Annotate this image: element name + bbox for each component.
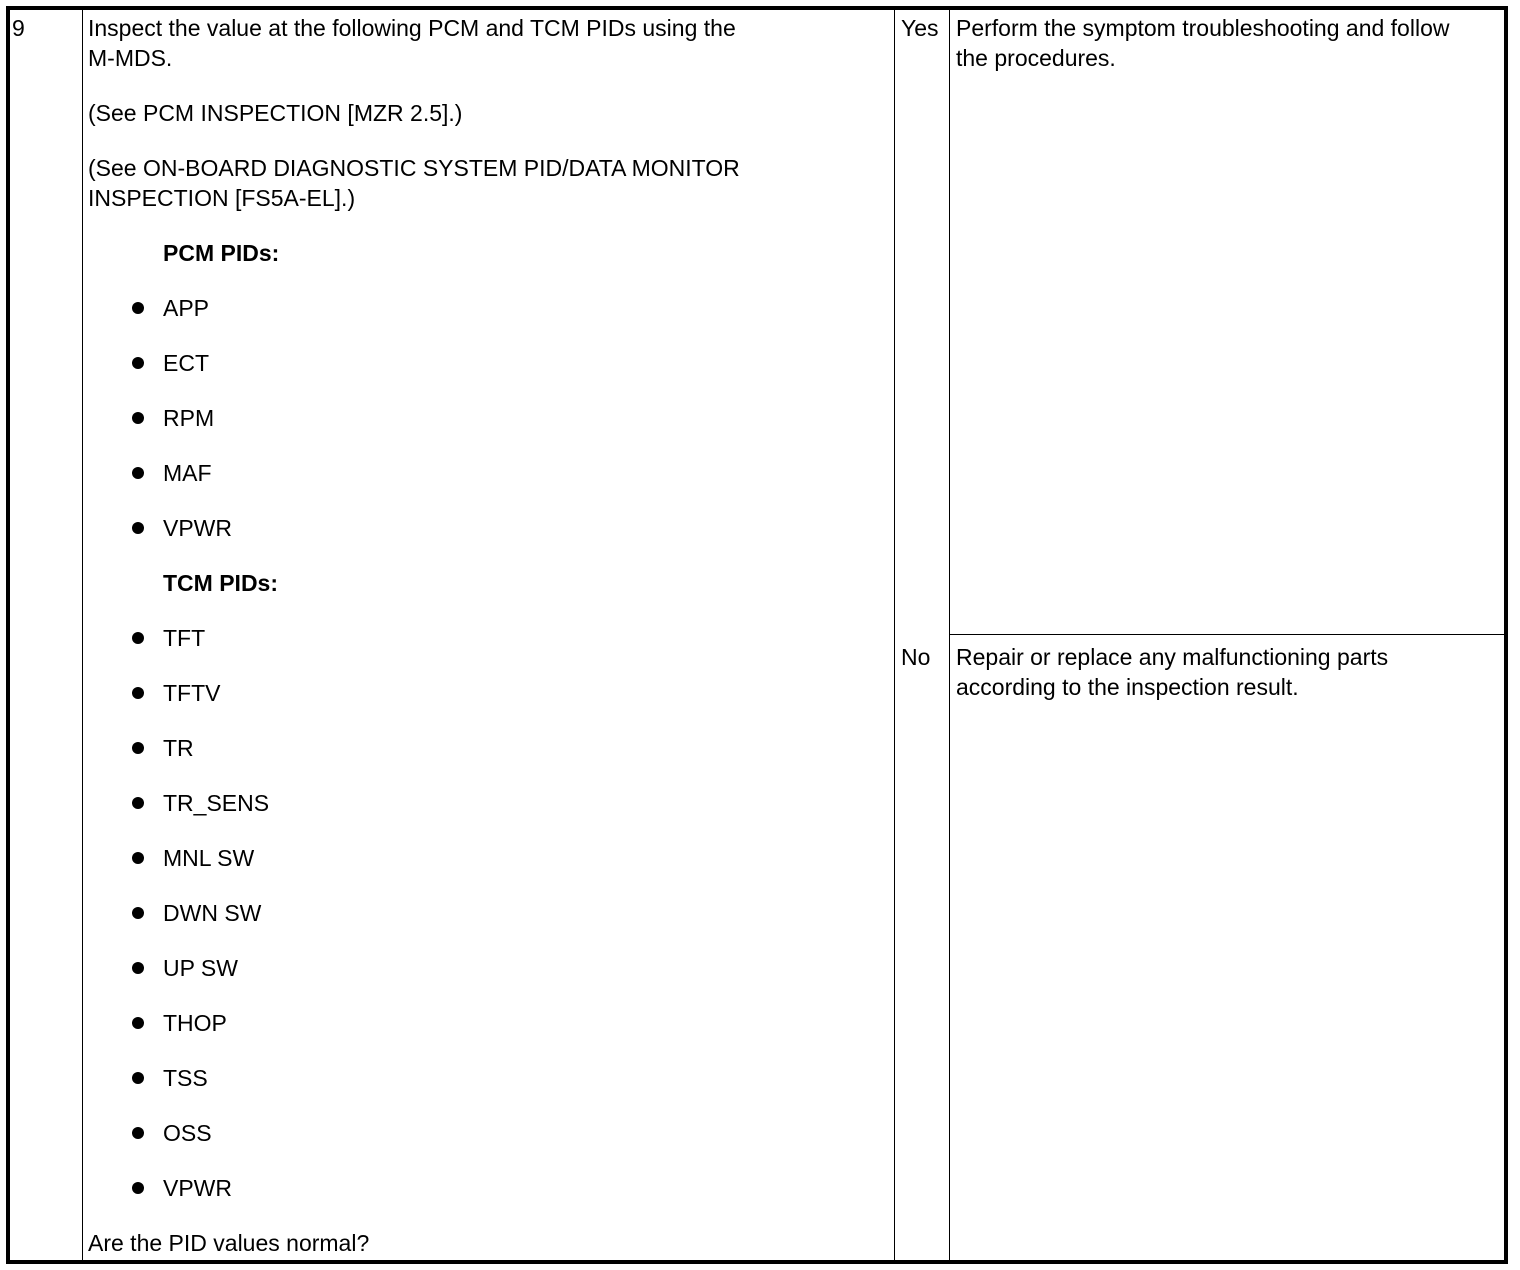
inspection-question: Are the PID values normal? <box>88 1230 370 1256</box>
bullet-icon <box>132 412 144 424</box>
tcm-pid-item: TR_SENS <box>163 790 270 816</box>
bullet-icon <box>132 302 144 314</box>
bullet-icon <box>132 742 144 754</box>
yes-action-line-2: the procedures. <box>956 45 1116 71</box>
bullet-icon <box>132 357 144 369</box>
pcm-pids-heading: PCM PIDs: <box>163 240 280 266</box>
no-label: No <box>901 644 931 670</box>
column-divider-step <box>82 10 83 1260</box>
see-obd-reference-line-2: INSPECTION [FS5A-EL].) <box>88 185 356 211</box>
see-pcm-inspection-reference: (See PCM INSPECTION [MZR 2.5].) <box>88 100 463 126</box>
no-action-line-1: Repair or replace any malfunctioning parts <box>956 644 1389 670</box>
yes-no-divider <box>949 634 1504 635</box>
step-number: 9 <box>12 15 25 41</box>
bullet-icon <box>132 1072 144 1084</box>
pcm-pid-item: VPWR <box>163 515 232 541</box>
bullet-icon <box>132 962 144 974</box>
bullet-icon <box>132 687 144 699</box>
tcm-pid-item: TFTV <box>163 680 221 706</box>
yes-label: Yes <box>901 15 939 41</box>
tcm-pid-item: THOP <box>163 1010 227 1036</box>
bullet-icon <box>132 852 144 864</box>
tcm-pid-item: TFT <box>163 625 206 651</box>
column-divider-action <box>949 10 950 1260</box>
column-divider-answer <box>894 10 895 1260</box>
tcm-pid-item: DWN SW <box>163 900 262 926</box>
bullet-icon <box>132 1017 144 1029</box>
pcm-pid-item: MAF <box>163 460 212 486</box>
tcm-pids-heading: TCM PIDs: <box>163 570 278 596</box>
tcm-pid-item: UP SW <box>163 955 238 981</box>
no-action-line-2: according to the inspection result. <box>956 674 1299 700</box>
pcm-pid-item: ECT <box>163 350 209 376</box>
yes-action-line-1: Perform the symptom troubleshooting and follow <box>956 15 1450 41</box>
instruction-line-1: Inspect the value at the following PCM and TCM PIDs using the <box>88 15 736 41</box>
pcm-pid-item: APP <box>163 295 210 321</box>
tcm-pid-item: VPWR <box>163 1175 232 1201</box>
bullet-icon <box>132 467 144 479</box>
instruction-line-2: M-MDS. <box>88 45 173 71</box>
bullet-icon <box>132 1182 144 1194</box>
bullet-icon <box>132 632 144 644</box>
pcm-pid-item: RPM <box>163 405 215 431</box>
see-obd-reference-line-1: (See ON-BOARD DIAGNOSTIC SYSTEM PID/DATA MONITOR <box>88 155 740 181</box>
bullet-icon <box>132 1127 144 1139</box>
tcm-pid-item: TSS <box>163 1065 208 1091</box>
tcm-pid-item: MNL SW <box>163 845 255 871</box>
bullet-icon <box>132 797 144 809</box>
bullet-icon <box>132 522 144 534</box>
tcm-pid-item: OSS <box>163 1120 212 1146</box>
tcm-pid-item: TR <box>163 735 194 761</box>
bullet-icon <box>132 907 144 919</box>
